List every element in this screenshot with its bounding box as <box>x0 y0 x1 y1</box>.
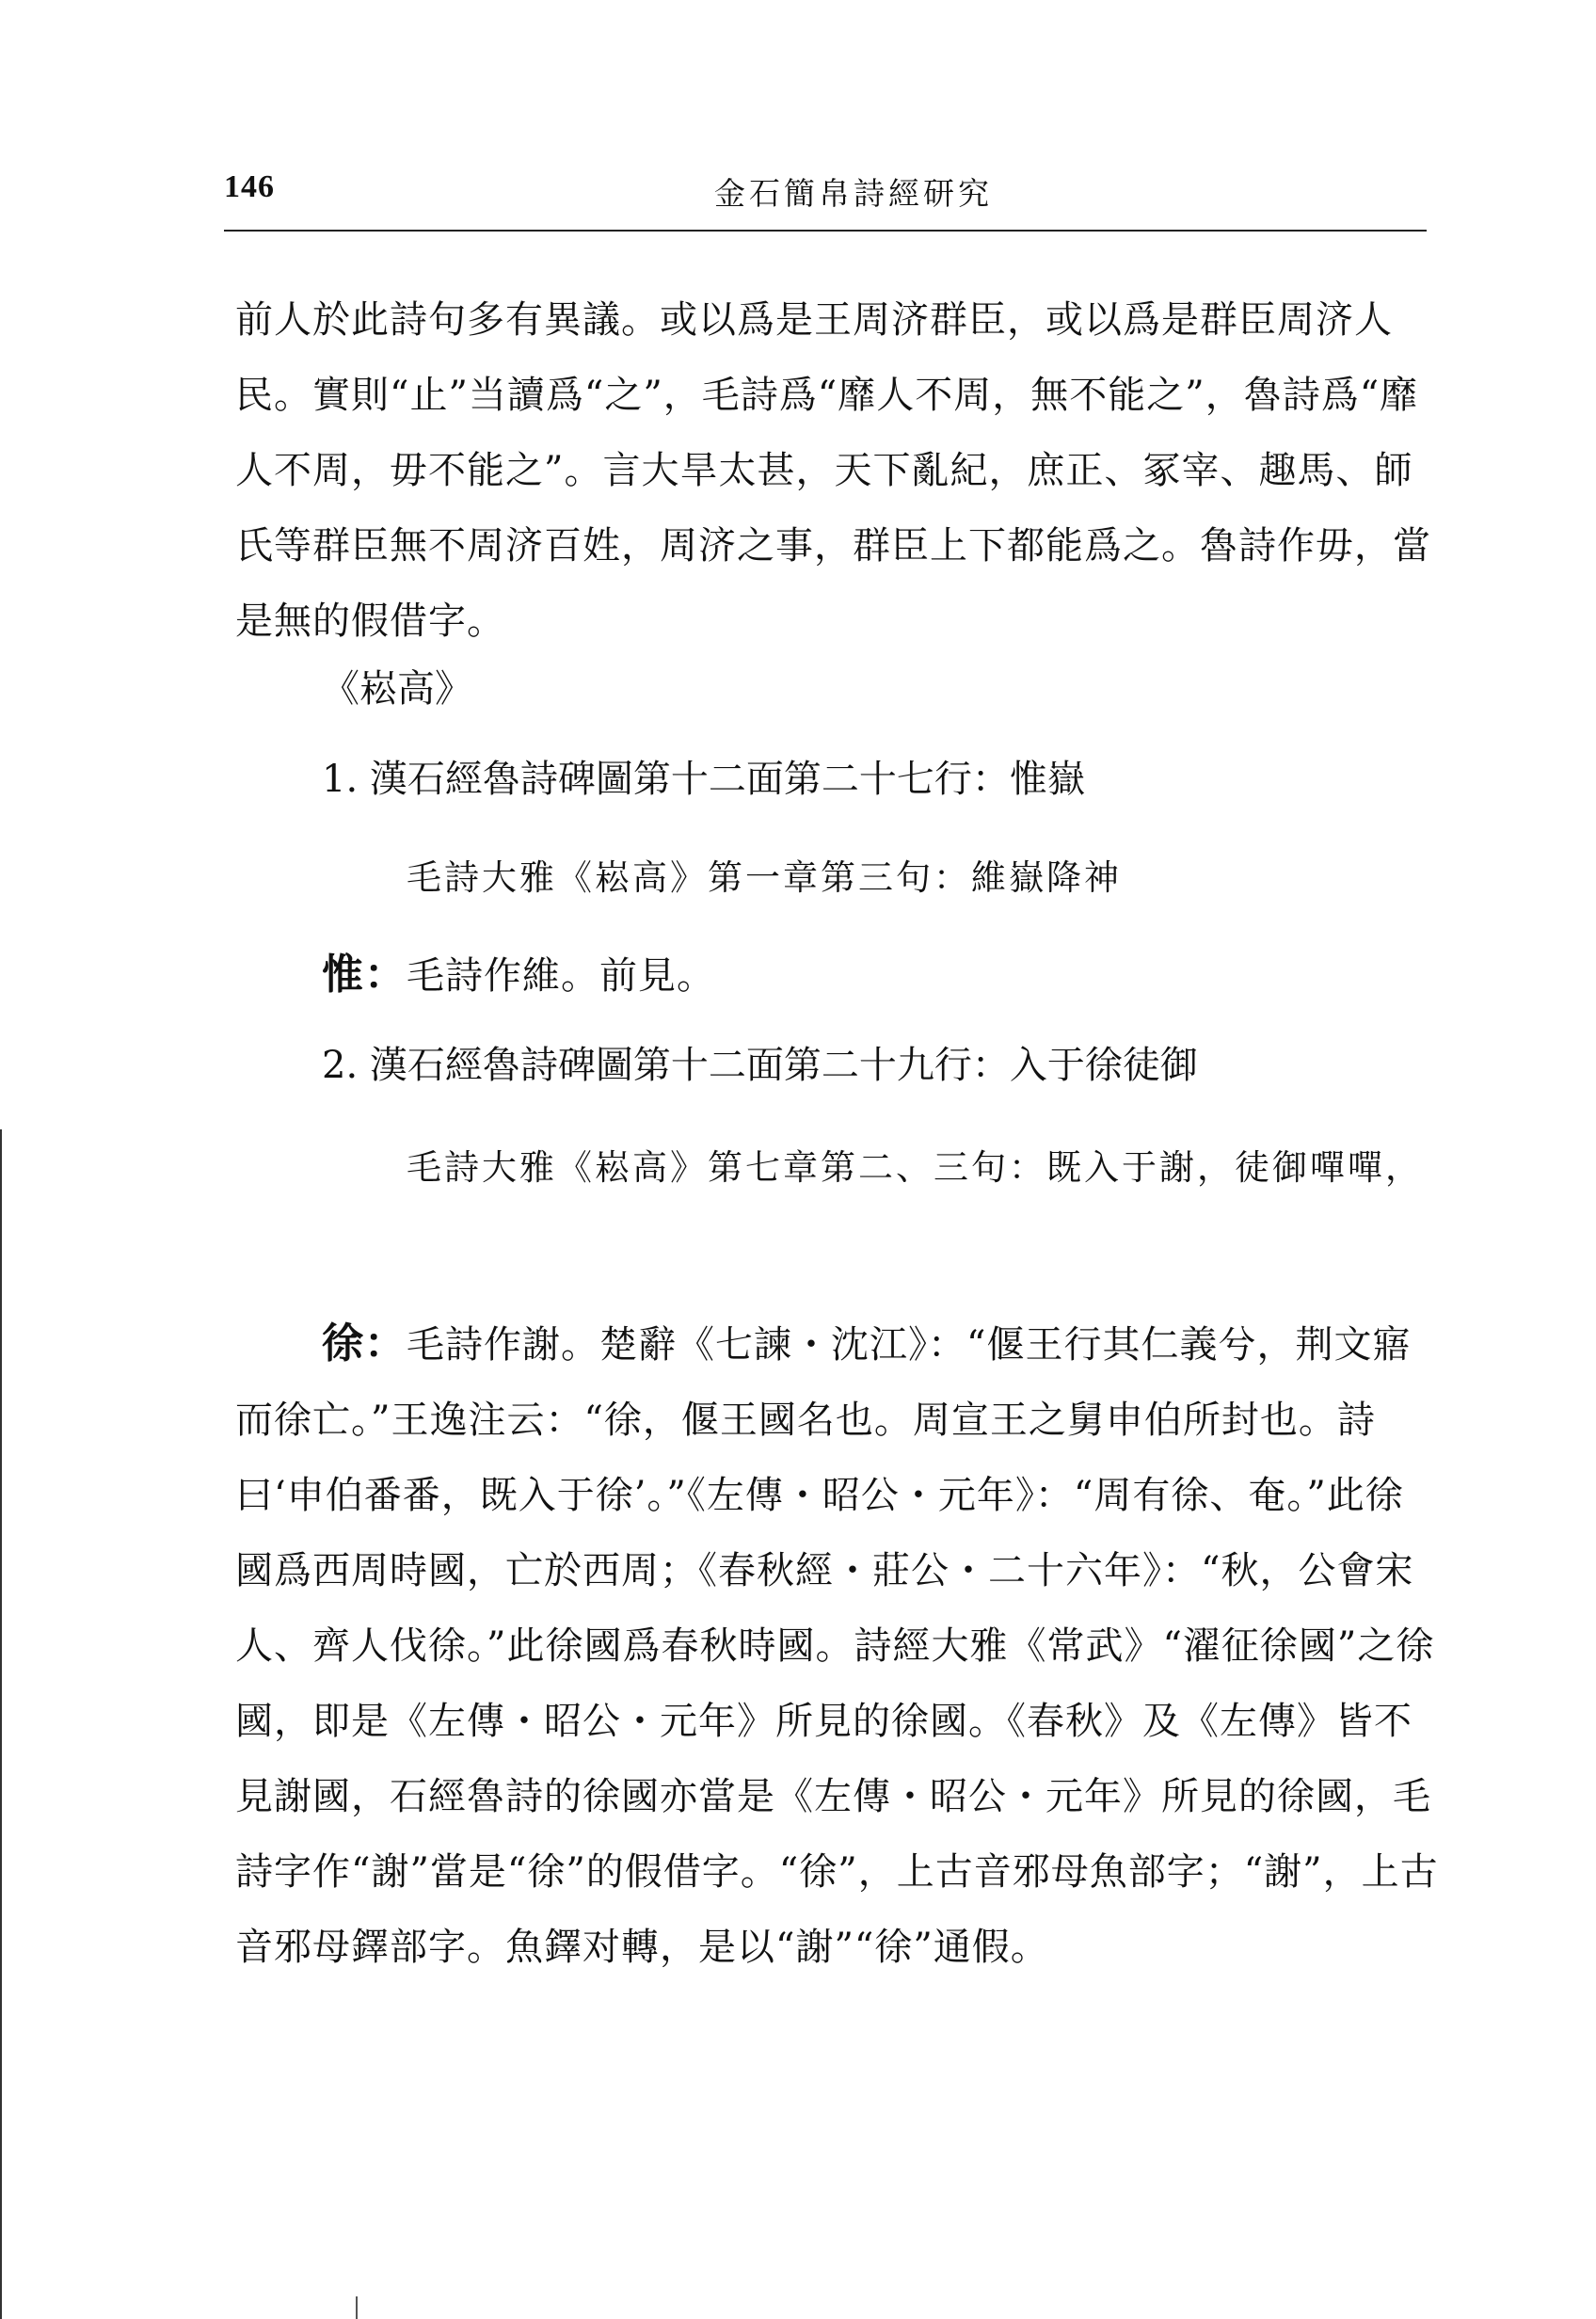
scan-tick-mark <box>356 2296 358 2319</box>
section-heading: 《崧高》 <box>322 667 472 711</box>
item-2-quote: 毛詩大雅《崧高》第七章第二、三句：既入于謝，徒御嘽嘽， <box>407 1147 1423 1188</box>
running-title: 金石簡帛詩經研究 <box>714 175 993 212</box>
item-2-keyword: 徐： <box>322 1319 407 1367</box>
page-number: 146 <box>224 169 275 204</box>
item-2-label: 2. 漢石經魯詩碑圖第十二面第二十九行：入于徐徒御 <box>322 1044 1198 1087</box>
item-2-note <box>235 1306 1440 1985</box>
header-rule <box>224 230 1427 232</box>
page-header <box>224 166 1427 232</box>
item-1-label: 1. 漢石經魯詩碑圖第十二面第二十七行：惟嶽 <box>322 758 1085 801</box>
item-1-quote: 毛詩大雅《崧高》第一章第三句：維嶽降神 <box>407 857 1122 898</box>
scan-edge-line <box>0 1129 2 2319</box>
item-1-keyword: 惟： <box>322 951 407 999</box>
intro-paragraph: 前人於此詩句多有異議。或以爲是王周济群臣，或以爲是群臣周济人民。實則“止”当讀爲“之”，毛詩爲“靡人不周，無不能之”，魯詩爲“靡人不周，毋不能之”。言大旱太甚，天下亂紀，庶正、冢宰、趣馬、師氏等群臣無不周济百姓，周济之事，群臣上下都能爲之。魯詩作毋，當是無的假借字。 <box>235 298 1431 643</box>
item-1-note-text: 毛詩作維。前見。 <box>407 954 715 998</box>
item-2-note-text: 毛詩作謝。楚辭《七諫・沈江》：“偃王行其仁義兮，荆文寤而徐亡。”王逸注云：“徐，偃王國名也。周宣王之舅申伯所封也。詩曰‘申伯番番，既入于徐’。”《左傳・昭公・元年》：“周有徐、奄。”此徐國爲西周時國，亡於西周；《春秋經・莊公・二十六年》：“秋，公會宋人、齊人伐徐。”此徐國爲春秋時國。詩經大雅《常武》“濯征徐國”之徐國，即是《左傳・昭公・元年》所見的徐國。《春秋》及《左傳》皆不見謝國，石經魯詩的徐國亦當是《左傳・昭公・元年》所見的徐國，毛詩字作“謝”當是“徐”的假借字。“徐”，上古音邪母魚部字；“謝”，上古音邪母鐸部字。魚鐸对轉，是以“謝”“徐”通假。 <box>235 1323 1439 1969</box>
item-1-note <box>322 937 1526 1014</box>
